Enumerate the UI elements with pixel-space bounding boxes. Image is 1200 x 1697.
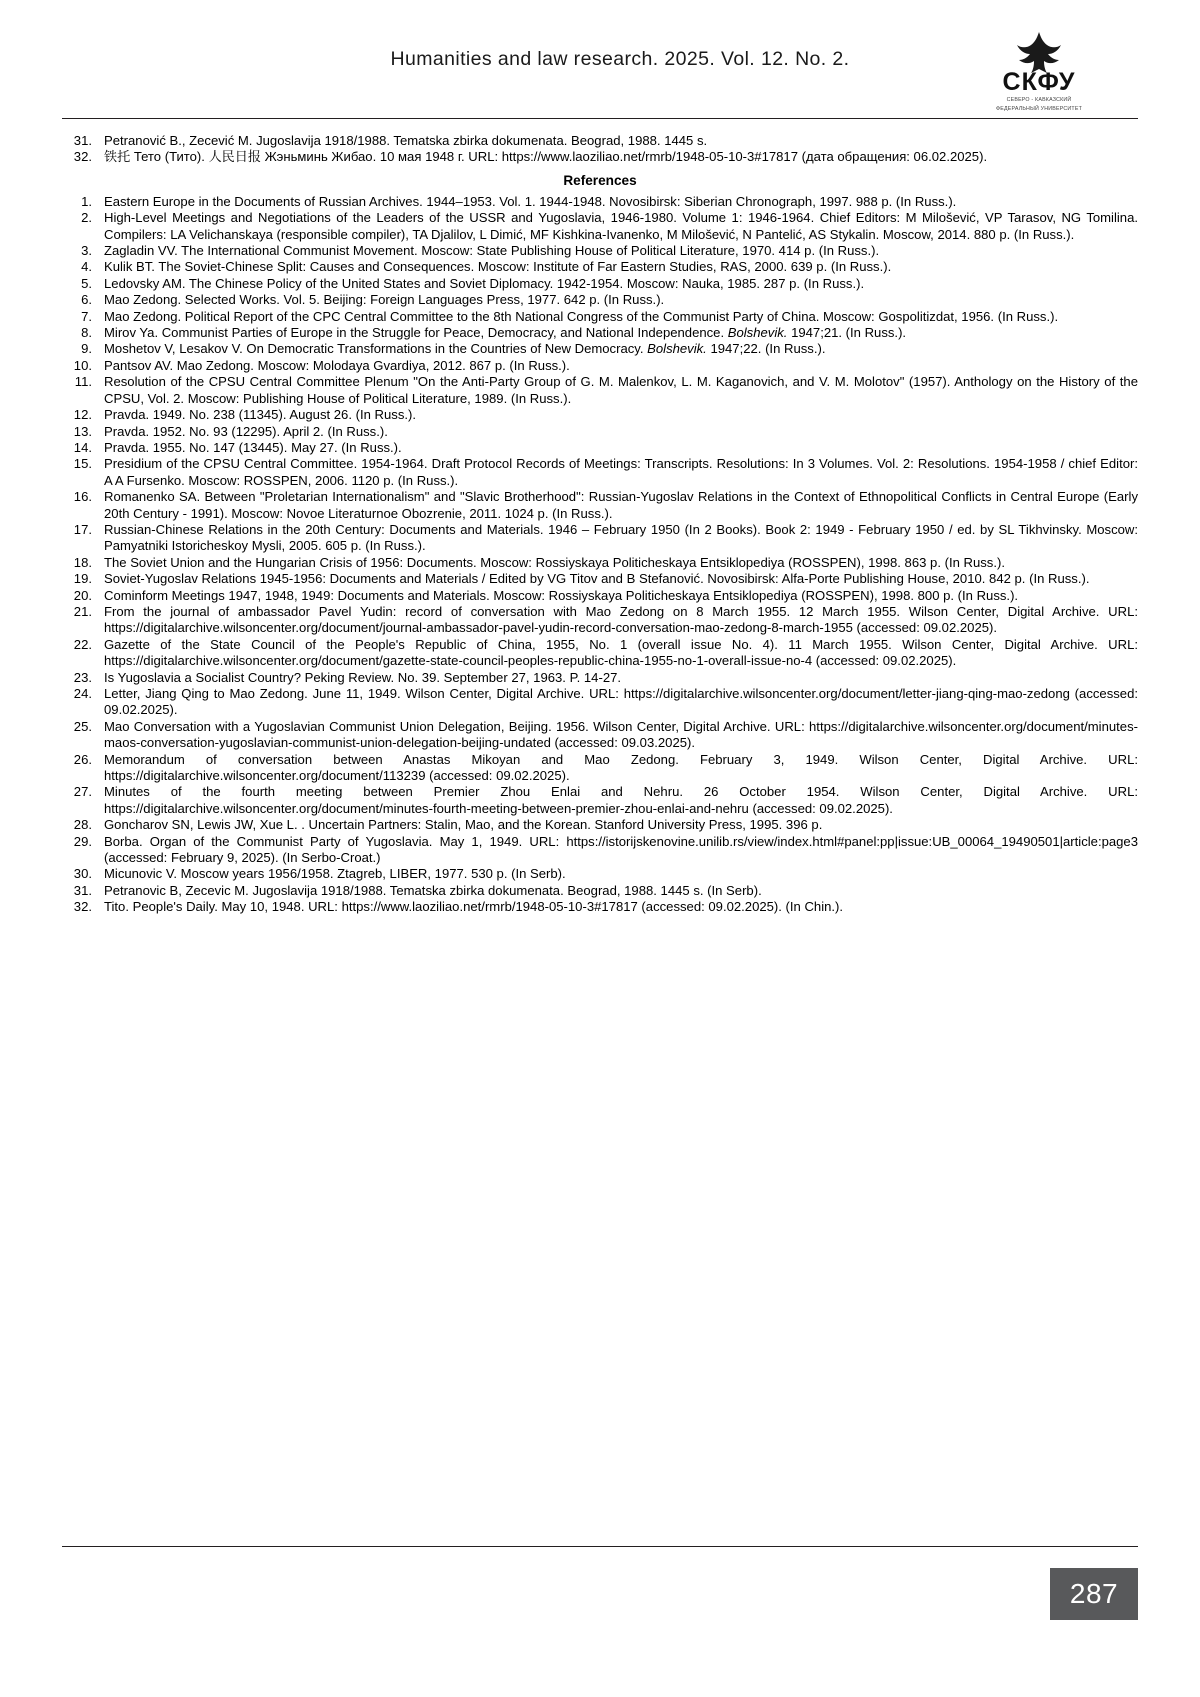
reference-number: 26. xyxy=(73,751,92,767)
reference-text: Tito. People's Daily. May 10, 1948. URL: https://www.laoziliao.net/rmrb/1948-05-10-3#17817 (accessed: 09.02.2025). (In Chin.). xyxy=(104,899,844,915)
reference-item xyxy=(62,817,1138,833)
reference-number: 30. xyxy=(73,866,92,882)
reference-source-italic: Bolshevik. xyxy=(727,325,788,341)
reference-text: Russian-Chinese Relations in the 20th Century: Documents and Materials. 1946 – February 1950 (In 2 Books). Book 2: 1949 - February 1950 / ed. by SL Tikhvinsky. Moscow: Pamyatniki Istoricheskoy Mysli, 2005. 605 p. (In Russ.). xyxy=(104,521,1138,554)
reference-text: Pravda. 1952. No. 93 (12295). April 2. (In Russ.). xyxy=(104,423,388,439)
reference-text: Eastern Europe in the Documents of Russian Archives. 1944–1953. Vol. 1. 1944-1948. Novosibirsk: Siberian Chronograph, 1997. 988 p. (In Russ.). xyxy=(104,193,957,209)
reference-number: 21. xyxy=(73,603,92,619)
reference-number: 27. xyxy=(73,784,92,800)
reference-number: 16. xyxy=(73,489,92,505)
logo-abbreviation: СКФУ xyxy=(1002,68,1076,96)
reference-item xyxy=(62,210,1138,243)
reference-number: 3. xyxy=(81,243,92,259)
reference-text: The Soviet Union and the Hungarian Crisis of 1956: Documents. Moscow: Rossiyskaya Politicheskaya Entsiklopediya (ROSSPEN), 1998. 863 p. (In Russ.). xyxy=(104,554,1005,570)
reference-text: From the journal of ambassador Pavel Yudin: record of conversation with Mao Zedong on 8 March 1955. 12 March 1955. Wilson Center, Digital Archive. URL: https://digitalarchive.wilsoncenter.org/document/journal-ambassador-pavel-yudin-record-conversation-mao-zedong-8-march-1955 (accessed: 09.02.2025). xyxy=(104,603,1138,636)
reference-text: Cominform Meetings 1947, 1948, 1949: Documents and Materials. Moscow: Rossiyskaya Politicheskaya Entsiklopediya (ROSSPEN), 1998. 800 p. (In Russ.). xyxy=(104,587,1019,603)
reference-item xyxy=(62,358,1138,374)
reference-item xyxy=(62,424,1138,440)
reference-list xyxy=(62,194,1138,916)
reference-number: 28. xyxy=(73,817,92,833)
reference-item xyxy=(62,752,1138,785)
reference-item xyxy=(62,866,1138,882)
reference-item xyxy=(62,670,1138,686)
reference-text: Petranović B., Zecević M. Jugoslavija 1918/1988. Tematska zbirka dokumenata. Beograd, 1988. 1445 s. xyxy=(104,133,708,148)
reference-number: 32. xyxy=(73,899,92,915)
reference-number: 6. xyxy=(81,292,92,308)
reference-number: 20. xyxy=(73,587,92,603)
reference-text: Zagladin VV. The International Communist Movement. Moscow: State Publishing House of Political Literature, 1970. 414 p. (In Russ.). xyxy=(104,243,880,259)
reference-item xyxy=(62,686,1138,719)
reference-text: Resolution of the CPSU Central Committee Plenum "On the Anti-Party Group of G. M. Malenkov, L. M. Kaganovich, and V. M. Molotov" (1957). Anthology on the History of the CPSU, Vol. 2. Moscow: Publishing House of Political Literature, 1989. (In Russ.). xyxy=(104,374,1138,406)
reference-text: Gazette of the State Council of the People's Republic of China, 1955, No. 1 (overall issue No. 4). 11 March 1955. Wilson Center, Digital Archive. URL: https://digitalarchive.wilsoncenter.org/document/gazette-state-council-peoples-republic-china-1955-no-1-overall-issue-no-4 (accessed: 09.02.2025). xyxy=(104,636,1138,669)
reference-item xyxy=(62,588,1138,604)
logo-subtitle-2: ФЕДЕРАЛЬНЫЙ УНИВЕРСИТЕТ xyxy=(995,105,1083,112)
reference-item xyxy=(62,522,1138,555)
reference-number: 29. xyxy=(73,833,92,849)
reference-item xyxy=(62,374,1138,407)
reference-item xyxy=(62,883,1138,899)
continued-reference-list xyxy=(62,133,1138,166)
reference-text: Kulik BT. The Soviet-Chinese Split: Causes and Consequences. Moscow: Institute of Far Eastern Studies, RAS, 2000. 639 p. (In Russ.). xyxy=(104,259,892,275)
reference-text: Borba. Organ of the Communist Party of Yugoslavia. May 1, 1949. URL: https://istorijskenovine.unilib.rs/view/index.html#panel:pp|issue:UB_00064_19490501|article:page3 (accessed: February 9, 2025). (In Serbo-Croat.) xyxy=(104,833,1138,866)
reference-item xyxy=(62,899,1138,915)
reference-number: 2. xyxy=(81,210,92,226)
reference-text: Mao Zedong. Political Report of the CPC Central Committee to the 8th National Congress of the Communist Party of China. Moscow: Gospolitizdat, 1956. (In Russ.). xyxy=(104,308,1059,324)
reference-text: Soviet-Yugoslav Relations 1945-1956: Documents and Materials / Edited by VG Titov and B Stefanović. Novosibirsk: Alfa-Porte Publishing House, 2010. 842 p. (In Russ.). xyxy=(104,571,1090,587)
reference-text: Pantsov AV. Mao Zedong. Moscow: Molodaya Gvardiya, 2012. 867 p. (In Russ.). xyxy=(104,357,570,373)
reference-item xyxy=(62,604,1138,637)
reference-number: 31. xyxy=(73,882,92,898)
reference-text: Presidium of the CPSU Central Committee. 1954-1964. Draft Protocol Records of Meetings: Transcripts. Resolutions: In 3 Volumes. Vol. 2: Resolutions. 1954-1958 / chief Editor: A A Fursenko. Moscow: ROSSPEN, 2006. 1120 p. (In Russ.). xyxy=(104,456,1138,488)
reference-text: Is Yugoslavia a Socialist Country? Peking Review. No. 39. September 27, 1963. P. 14-27. xyxy=(104,669,622,685)
reference-text: Romanenko SA. Between "Proletarian Internationalism" and "Slavic Brotherhood": Russian-Yugoslav Relations in the Context of Ethnopolitical Conflicts in Central Europe (Early 20th Century - 1991). Moscow: Novoe Literaturnoe Obozrenie, 2011. 1024 p. (In Russ.). xyxy=(104,489,1138,521)
reference-number: 15. xyxy=(73,456,92,472)
reference-text: Memorandum of conversation between Anastas Mikoyan and Mao Zedong. February 3, 1949. Wilson Center, Digital Archive. URL: https://digitalarchive.wilsoncenter.org/document/113239 (accessed: 09.02.2025). xyxy=(104,751,1138,784)
reference-item xyxy=(62,243,1138,259)
reference-number: 23. xyxy=(73,669,92,685)
reference-text: Pravda. 1949. No. 238 (11345). August 26. (In Russ.). xyxy=(104,407,417,423)
reference-text: High-Level Meetings and Negotiations of the Leaders of the USSR and Yugoslavia, 1946-1980. Volume 1: 1946-1964. Chief Editors: M Milošević, VP Tarasov, NG Tomilina. Compilers: LA Velichanskaya (responsible compiler), TA Djalilov, L Dimić, MF Kishkina-Ivanenko, M Milošević, N Pantelić, AS Stykalin. Moscow, 2014. 880 p. (In Russ.). xyxy=(104,210,1138,242)
reference-item xyxy=(62,259,1138,275)
reference-number: 19. xyxy=(73,571,92,587)
reference-item xyxy=(62,276,1138,292)
reference-item xyxy=(62,784,1138,817)
page-content xyxy=(0,119,1200,916)
reference-item xyxy=(62,149,1138,165)
reference-number: 12. xyxy=(73,407,92,423)
reference-item xyxy=(62,194,1138,210)
reference-number: 5. xyxy=(81,275,92,291)
reference-number: 8. xyxy=(81,325,92,341)
reference-item xyxy=(62,133,1138,149)
reference-item xyxy=(62,341,1138,357)
reference-number: 18. xyxy=(73,554,92,570)
reference-item xyxy=(62,292,1138,308)
university-logo xyxy=(974,28,1104,112)
reference-number: 10. xyxy=(73,357,92,373)
logo-subtitle-1: СЕВЕРО - КАВКАЗСКИЙ xyxy=(1006,97,1072,103)
page-header xyxy=(0,0,1200,118)
reference-text: Micunovic V. Moscow years 1956/1958. Ztagreb, LIBER, 1977. 530 p. (In Serb). xyxy=(104,866,566,882)
reference-text: Moshetov V, Lesakov V. On Democratic Transformations in the Countries of New Democracy. Bolshevik. 1947;22. (In Russ.). xyxy=(104,341,826,357)
reference-item xyxy=(62,456,1138,489)
reference-item xyxy=(62,834,1138,867)
reference-number: 17. xyxy=(73,521,92,537)
reference-number: 24. xyxy=(73,686,92,701)
reference-source-italic: Bolshevik. xyxy=(647,341,707,357)
reference-number: 22. xyxy=(73,636,92,652)
reference-number: 4. xyxy=(81,259,92,275)
reference-text: Pravda. 1955. No. 147 (13445). May 27. (In Russ.). xyxy=(104,439,402,455)
reference-item xyxy=(62,440,1138,456)
reference-item xyxy=(62,719,1138,752)
reference-text: Minutes of the fourth meeting between Premier Zhou Enlai and Nehru. 26 October 1954. Wilson Center, Digital Archive. URL: https://digitalarchive.wilsoncenter.org/document/minutes-fourth-meeting-between-premier-zhou-enlai-and-nehru (accessed: 09.02.2025). xyxy=(104,784,1138,816)
reference-number: 1. xyxy=(81,193,92,209)
reference-number: 13. xyxy=(73,423,92,439)
reference-text: 铁托 Тето (Тито). 人民日报 Жэньминь Жибао. 10 мая 1948 г. URL: https://www.laoziliao.net/rmrb/1948-05-10-3#17817 (дата обращения: 06.02.2025). xyxy=(104,149,988,165)
reference-item xyxy=(62,555,1138,571)
reference-item xyxy=(62,489,1138,522)
reference-item xyxy=(62,325,1138,341)
page-number-badge: 287 xyxy=(1050,1568,1138,1620)
reference-number: 31. xyxy=(73,133,92,148)
reference-text: Petranovic B, Zecevic M. Jugoslavija 1918/1988. Tematska zbirka dokumenata. Beograd, 1988. 1445 s. (In Serb). xyxy=(104,882,762,898)
reference-number: 7. xyxy=(81,308,92,324)
reference-number: 14. xyxy=(73,439,92,455)
reference-item xyxy=(62,571,1138,587)
reference-item xyxy=(62,309,1138,325)
reference-text: Ledovsky AM. The Chinese Policy of the United States and Soviet Diplomacy. 1942-1954. Moscow: Nauka, 1985. 287 p. (In Russ.). xyxy=(104,275,865,291)
reference-text: Mirov Ya. Communist Parties of Europe in the Struggle for Peace, Democracy, and National Independence. Bolshevik. 1947;21. (In Russ.). xyxy=(104,325,907,341)
reference-number: 9. xyxy=(81,341,92,357)
reference-text: Goncharov SN, Lewis JW, Xue L. . Uncertain Partners: Stalin, Mao, and the Korean. Stanford University Press, 1995. 396 p. xyxy=(104,817,823,833)
reference-text: Letter, Jiang Qing to Mao Zedong. June 11, 1949. Wilson Center, Digital Archive. URL: https://digitalarchive.wilsoncenter.org/document/letter-jiang-qing-mao-zedong (accessed: 09.02.2025). xyxy=(104,686,1138,718)
section-title-references: References xyxy=(563,172,637,188)
reference-text: Mao Conversation with a Yugoslavian Communist Union Delegation, Beijing. 1956. Wilson Center, Digital Archive. URL: https://digitalarchive.wilsoncenter.org/document/minutes-maos-conversation-yugoslavian-communist-union-delegation-beijing-undated (accessed: 09.03.2025). xyxy=(104,718,1138,751)
footer-divider xyxy=(62,1546,1138,1547)
journal-running-head: Humanities and law research. 2025. Vol. 12. No. 2. xyxy=(390,47,850,70)
reference-number: 25. xyxy=(73,718,92,734)
reference-number: 11. xyxy=(74,374,92,390)
reference-item xyxy=(62,407,1138,423)
reference-item xyxy=(62,637,1138,670)
reference-number: 32. xyxy=(73,149,92,165)
reference-text: Mao Zedong. Selected Works. Vol. 5. Beijing: Foreign Languages Press, 1977. 642 p. (In Russ.). xyxy=(104,292,665,308)
